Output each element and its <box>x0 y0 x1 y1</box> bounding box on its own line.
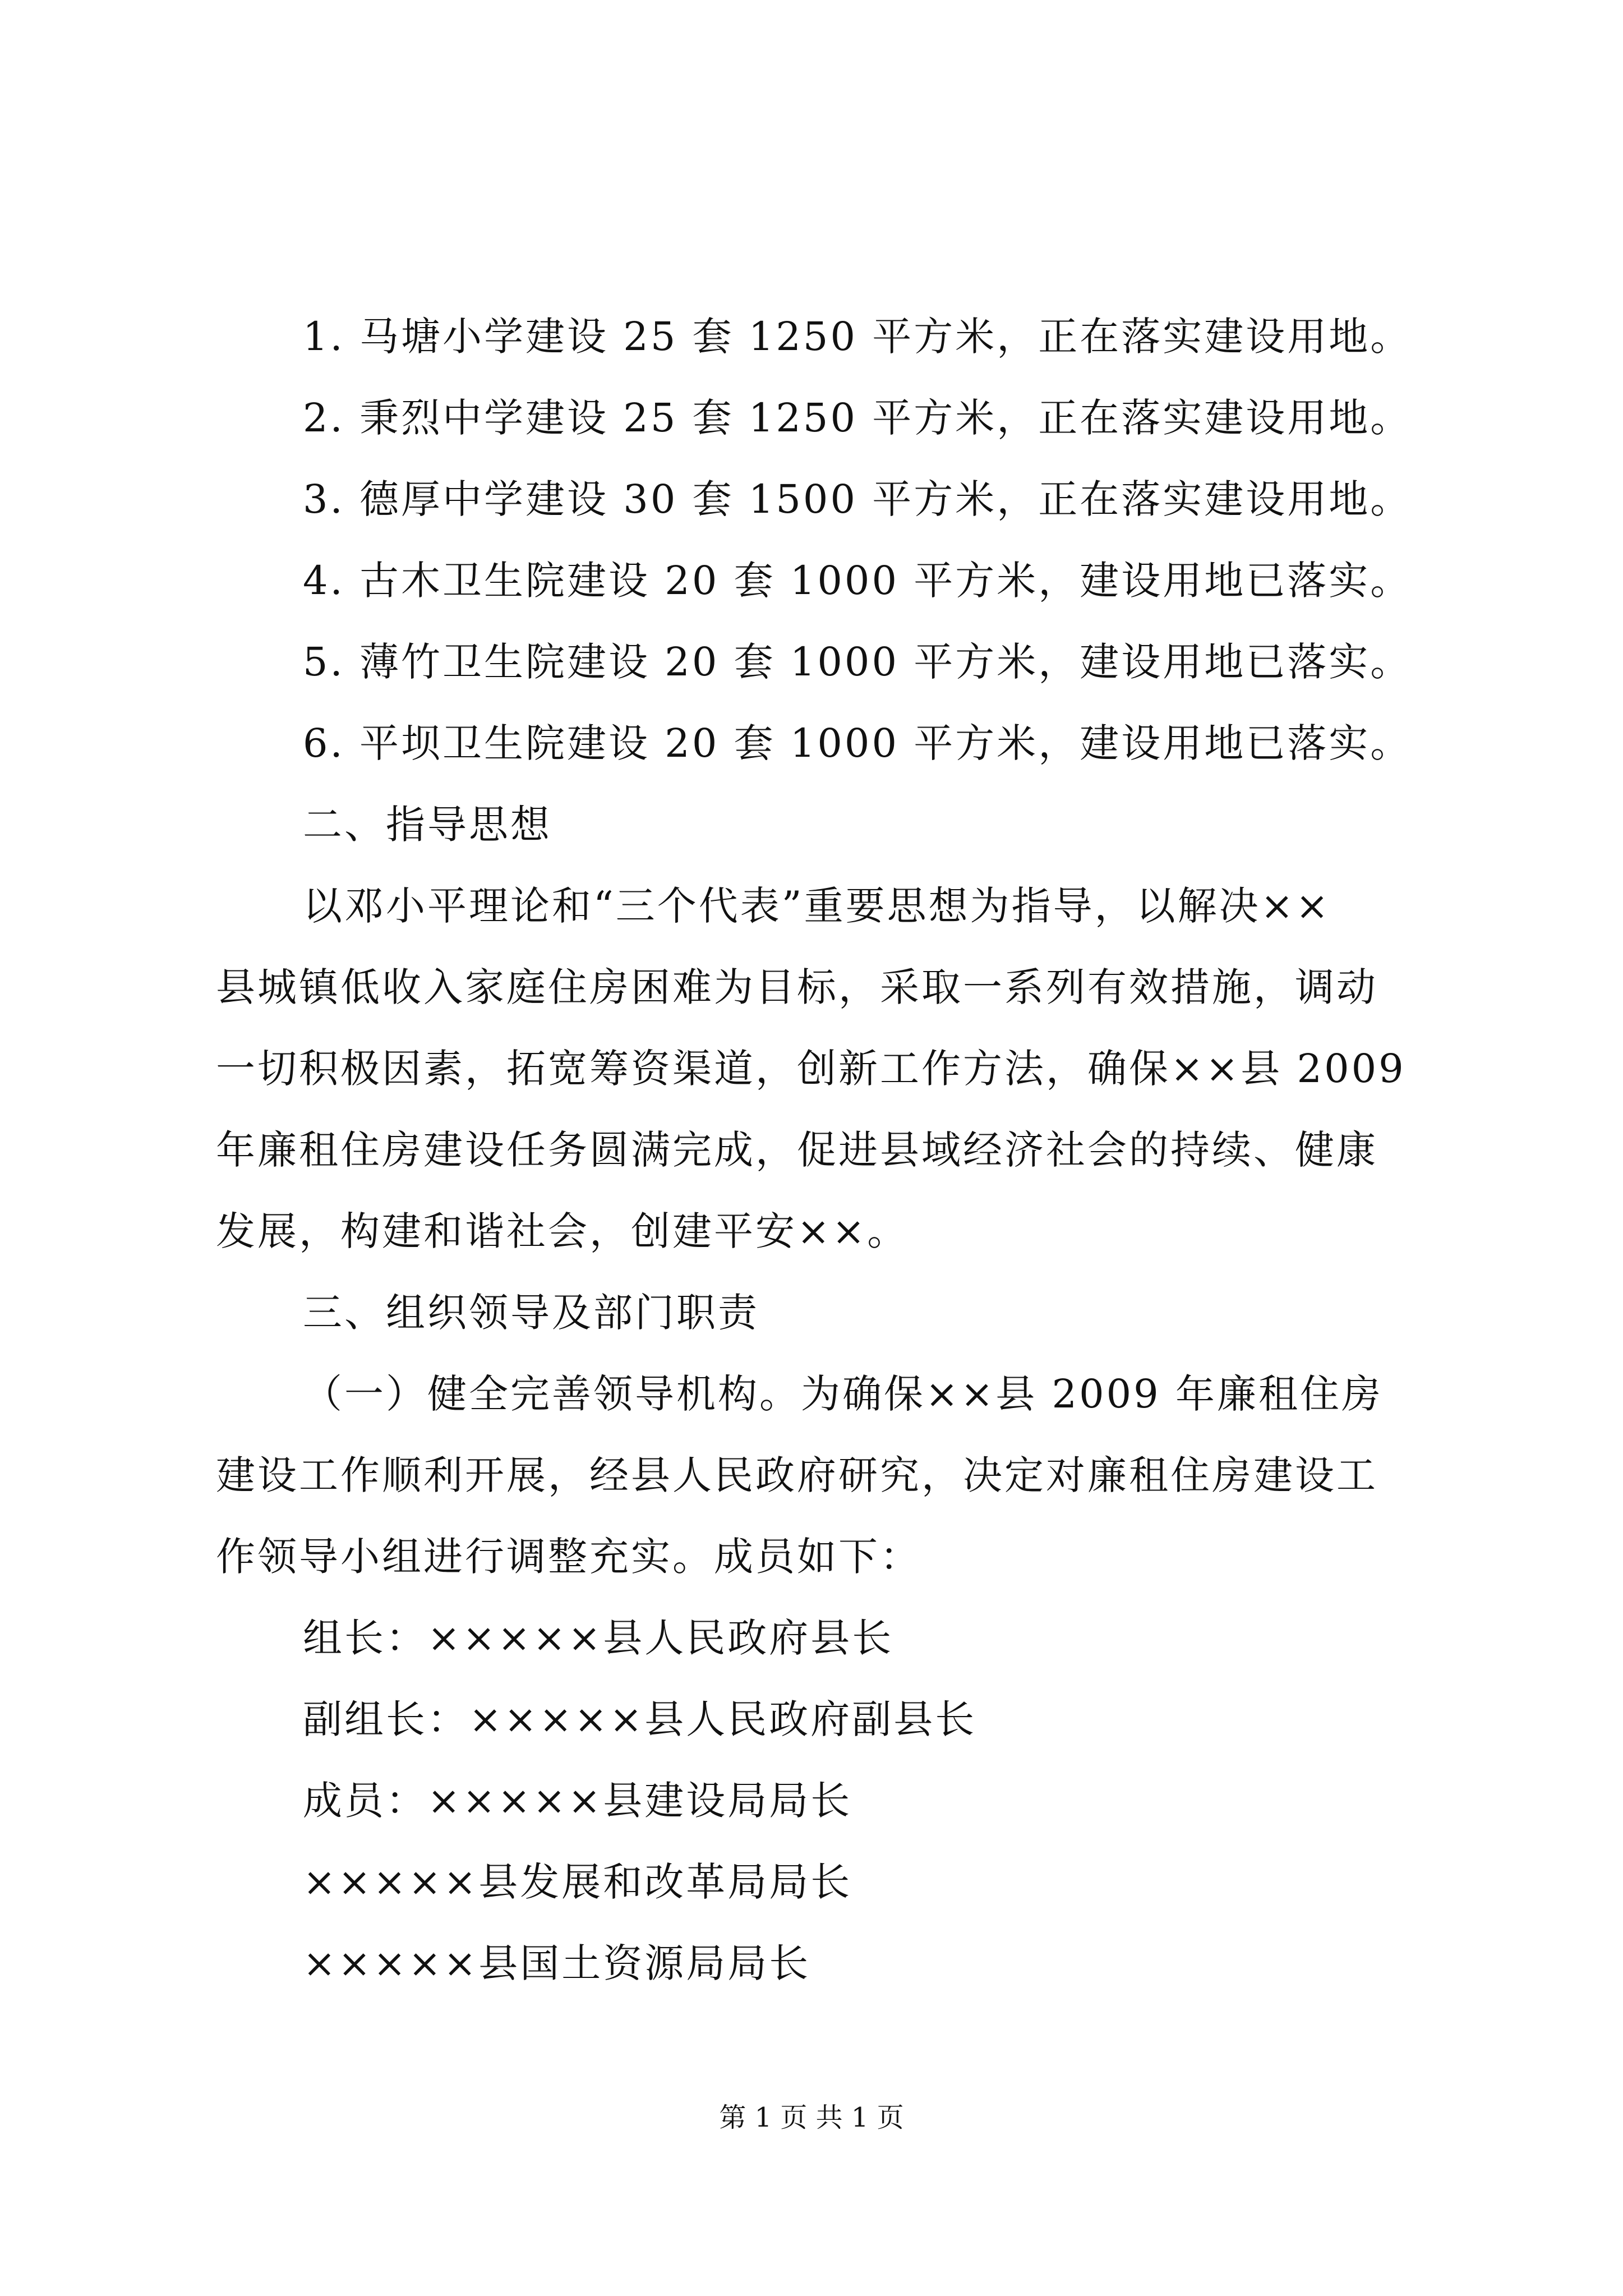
paragraph-line: 一切积极因素，拓宽筹资渠道，创新工作方法，确保××县 2009 <box>216 1046 1406 1092</box>
list-item-5: 5. 薄竹卫生院建设 20 套 1000 平方米，建设用地已落实。 <box>303 639 1412 685</box>
paragraph-line: 发展，构建和谐社会，创建平安××。 <box>216 1208 909 1254</box>
paragraph-line: 县城镇低收入家庭住房困难为目标，采取一系列有效措施，调动 <box>216 964 1378 1010</box>
section-heading-2: 二、指导思想 <box>303 802 552 848</box>
member-line-leader: 组长：×××××县人民政府县长 <box>303 1615 894 1661</box>
paragraph-line: 以邓小平理论和“三个代表”重要思想为指导，以解决×× <box>303 883 1331 929</box>
list-item-1: 1. 马塘小学建设 25 套 1250 平方米，正在落实建设用地。 <box>303 314 1412 360</box>
list-item-4: 4. 古木卫生院建设 20 套 1000 平方米，建设用地已落实。 <box>303 558 1412 604</box>
list-item-3: 3. 德厚中学建设 30 套 1500 平方米，正在落实建设用地。 <box>303 476 1412 522</box>
paragraph-line: 年廉租住房建设任务圆满完成，促进县域经济社会的持续、健康 <box>216 1127 1378 1173</box>
paragraph-line: 作领导小组进行调整充实。成员如下： <box>216 1534 921 1580</box>
member-line-deputy: 副组长：×××××县人民政府副县长 <box>303 1696 977 1742</box>
paragraph-line: 建设工作顺利开展，经县人民政府研究，决定对廉租住房建设工 <box>216 1452 1378 1498</box>
member-line: ×××××县国土资源局局长 <box>303 1940 811 1986</box>
paragraph-line: （一）健全完善领导机构。为确保××县 2009 年廉租住房 <box>303 1371 1383 1417</box>
list-item-6: 6. 平坝卫生院建设 20 套 1000 平方米，建设用地已落实。 <box>303 720 1412 766</box>
page-footer: 第 1 页 共 1 页 <box>719 2102 904 2133</box>
member-line: ×××××县发展和改革局局长 <box>303 1859 852 1905</box>
member-line: 成员：×××××县建设局局长 <box>303 1778 852 1824</box>
list-item-2: 2. 秉烈中学建设 25 套 1250 平方米，正在落实建设用地。 <box>303 395 1412 441</box>
section-heading-3: 三、组织领导及部门职责 <box>303 1290 759 1336</box>
